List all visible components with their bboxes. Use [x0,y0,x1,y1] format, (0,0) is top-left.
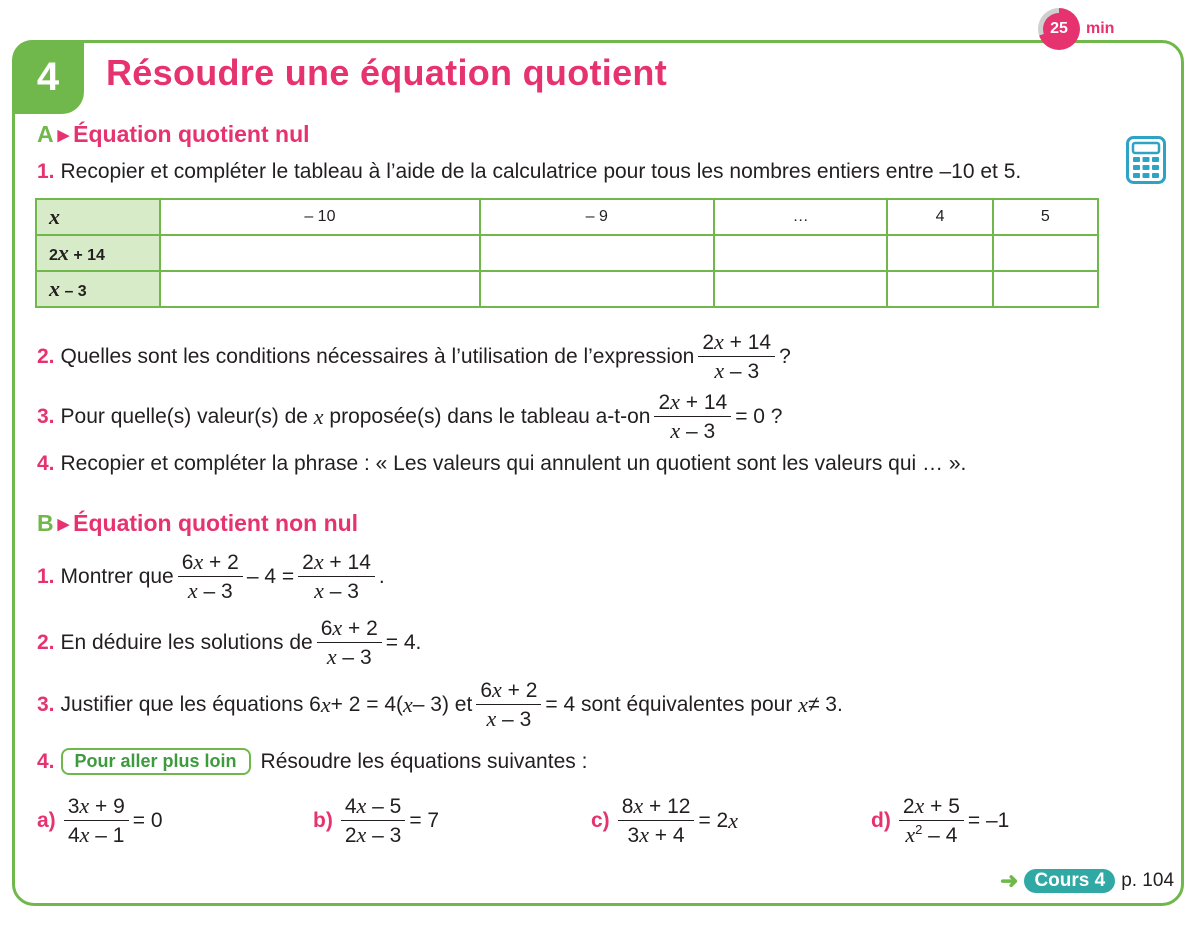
equation-b: b) $\frac{4x - 5}{2x - 3}$ = 7 [313,792,439,850]
course-link[interactable]: Cours 4 [1024,869,1115,893]
question-b1: 1. Montrer que $\frac{6x + 2}{x - 3}$ – 4 = $\frac{2x + 14}{x - 3}$ . [37,548,385,606]
section-b-letter: B [37,510,54,536]
fraction: $\frac{2x + 14}{x - 3}$ [298,548,375,606]
page-reference: p. 104 [1121,870,1175,891]
fraction: $\frac{8x + 12}{3x + 4}$ [618,792,695,850]
fraction: $\frac{2x + 14}{x - 3}$ [698,328,775,386]
exercise-title: Résoudre une équation quotient [106,52,668,93]
table-cell [160,271,480,307]
question-a3: 3. Pour quelle(s) valeur(s) de x proposée(s) dans le tableau a-t-on $\frac{2x + 14}{x - 3}$ = 0 ? [37,388,782,446]
timer-value: 25 [1043,13,1075,45]
table-cell [480,235,714,271]
question-a1: 1. Recopier et compléter le tableau à l’aide de la calculatrice pour tous les nombres entiers entre –10 et 5. [37,160,1022,183]
fraction: $\frac{6x + 2}{x - 3}$ [178,548,243,606]
table-cell [993,271,1098,307]
table-cell: 4 [887,199,992,235]
course-reference[interactable] [1000,868,1174,894]
table-row [36,199,1098,235]
table-cell: … [714,199,888,235]
section-a-letter: A [37,121,54,147]
exercise-number: 4 [12,40,84,114]
go-further-badge: Pour aller plus loin [61,748,251,775]
timer-unit: min [1086,20,1115,37]
table-cell [480,271,714,307]
table-header-x: x [36,199,160,235]
table-cell [887,271,992,307]
equation-a: a) $\frac{3x + 9}{4x - 1}$ = 0 [37,792,163,850]
play-arrow-icon: ▶ [57,127,70,144]
fraction: $\frac{2x + 14}{x - 3}$ [654,388,731,446]
timer-icon [1038,8,1080,50]
fraction: $\frac{6x + 2}{x - 3}$ [317,614,382,672]
section-b-heading [37,510,358,537]
question-b3: 3. Justifier que les équations 6 x + 2 = 4( x – 3) et $\frac{6x + 2}{x - 3}$ = 4 sont équivalentes pour x ≠ 3. [37,676,843,734]
arrow-right-icon: ➜ [1000,868,1019,893]
section-a-heading [37,121,310,148]
table-cell: 5 [993,199,1098,235]
table-cell [714,271,888,307]
question-b4: 4. Pour aller plus loin Résoudre les équations suivantes : [37,748,587,775]
table-cell: – 10 [160,199,480,235]
table-row [36,271,1098,307]
fraction: $\frac{6x + 2}{x - 3}$ [476,676,541,734]
table-cell [993,235,1098,271]
table-cell [714,235,888,271]
table-header-2x14: 2x + 14 [36,235,160,271]
question-a2: 2. Quelles sont les conditions nécessaires à l’utilisation de l’expression $\frac{2x + 14}{x - 3}$ ? [37,328,791,386]
fraction: $\frac{3x + 9}{4x - 1}$ [64,792,129,850]
value-table [35,198,1099,308]
equation-c: c) $\frac{8x + 12}{3x + 4}$ = 2 x [591,792,738,850]
section-b-title: Équation quotient non nul [73,510,359,536]
table-cell [887,235,992,271]
play-arrow-icon: ▶ [57,516,70,533]
equation-d: d) $\frac{2x + 5}{x^2 - 4}$ = –1 [871,792,1009,850]
question-a4: 4. Recopier et compléter la phrase : « Les valeurs qui annulent un quotient sont les valeurs qui … ». [37,452,967,475]
question-b2: 2. En déduire les solutions de $\frac{6x + 2}{x - 3}$ = 4. [37,614,421,672]
calculator-icon [1126,136,1166,184]
table-row [36,235,1098,271]
fraction: $\frac{4x - 5}{2x - 3}$ [341,792,405,850]
table-cell [160,235,480,271]
section-a-title: Équation quotient nul [73,121,310,147]
fraction: $\frac{2x + 5}{x^2 - 4}$ [899,792,964,850]
table-cell: – 9 [480,199,714,235]
table-header-x3: x – 3 [36,271,160,307]
